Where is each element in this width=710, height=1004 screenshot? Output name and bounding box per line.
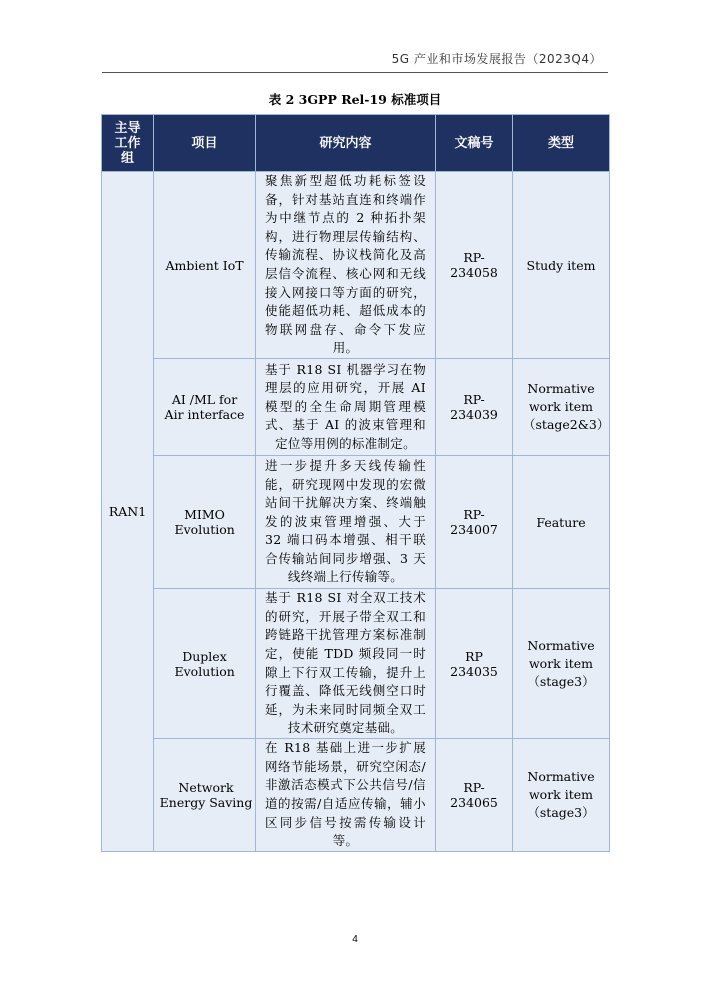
col-header-project: 项目 [154,115,256,172]
page-number: 4 [352,934,358,945]
doc-cell: RP-234058 [436,172,513,359]
header-rule [102,72,608,73]
project-cell: Duplex Evolution [154,589,256,739]
doc-cell: RP-234065 [436,739,513,852]
table-row [102,739,610,852]
col-header-content: 研究内容 [256,115,436,172]
group-cell: RAN1 [102,172,154,852]
project-cell: MIMO Evolution [154,456,256,589]
content-cell: 基于 R18 SI 对全双工技术的研究，开展子带全双工和跨链路干扰管理方案标准制定，使能 TDD 频段同一时隙上下行双工传输，提升上行覆盖、降低无线侧空口时延，为未来同时同频全双工技术研究奠定基础。 [256,589,436,739]
table-row [102,456,610,589]
doc-cell: RP 234035 [436,589,513,739]
col-header-type: 类型 [513,115,610,172]
type-cell: Normative work item（stage3） [513,589,610,739]
table-header-row [102,115,610,172]
col-header-group: 主导工作组 [102,115,154,172]
content-cell: 基于 R18 SI 机器学习在物理层的应用研究，开展 AI 模型的全生命周期管理模式、基于 AI 的波束管理和定位等用例的标准制定。 [256,359,436,456]
table-row [102,589,610,739]
table-row [102,172,610,359]
table-caption: 表 2 3GPP Rel-19 标准项目 [268,92,442,107]
content-cell: 进一步提升多天线传输性能，研究现网中发现的宏微站间干扰解决方案、终端触发的波束管理增强、大于 32 端口码本增强、相干联合传输站间同步增强、3 天线终端上行传输等。 [256,456,436,589]
table-row [102,359,610,456]
project-cell: AI /ML for Air interface [154,359,256,456]
content-cell: 在 R18 基础上进一步扩展网络节能场景，研究空闲态/非激活态模式下公共信号/信道的按需/自适应传输，辅小区同步信号按需传输设计等。 [256,739,436,852]
doc-cell: RP-234007 [436,456,513,589]
running-header: 5G 产业和市场发展报告（2023Q4） [391,52,602,66]
standards-table [101,114,610,852]
type-cell: Normative work item（stage2&3） [513,359,610,456]
type-cell: Study item [513,172,610,359]
content-cell: 聚焦新型超低功耗标签设备，针对基站直连和终端作为中继节点的 2 种拓扑架构，进行物理层传输结构、传输流程、协议栈简化及高层信令流程、核心网和无线接入网接口等方面的研究，使能超低功耗、超低成本的物联网盘存、命令下发应用。 [256,172,436,359]
doc-cell: RP-234039 [436,359,513,456]
project-cell: Network Energy Saving [154,739,256,852]
col-header-doc: 文稿号 [436,115,513,172]
project-cell: Ambient IoT [154,172,256,359]
type-cell: Feature [513,456,610,589]
type-cell: Normative work item（stage3） [513,739,610,852]
